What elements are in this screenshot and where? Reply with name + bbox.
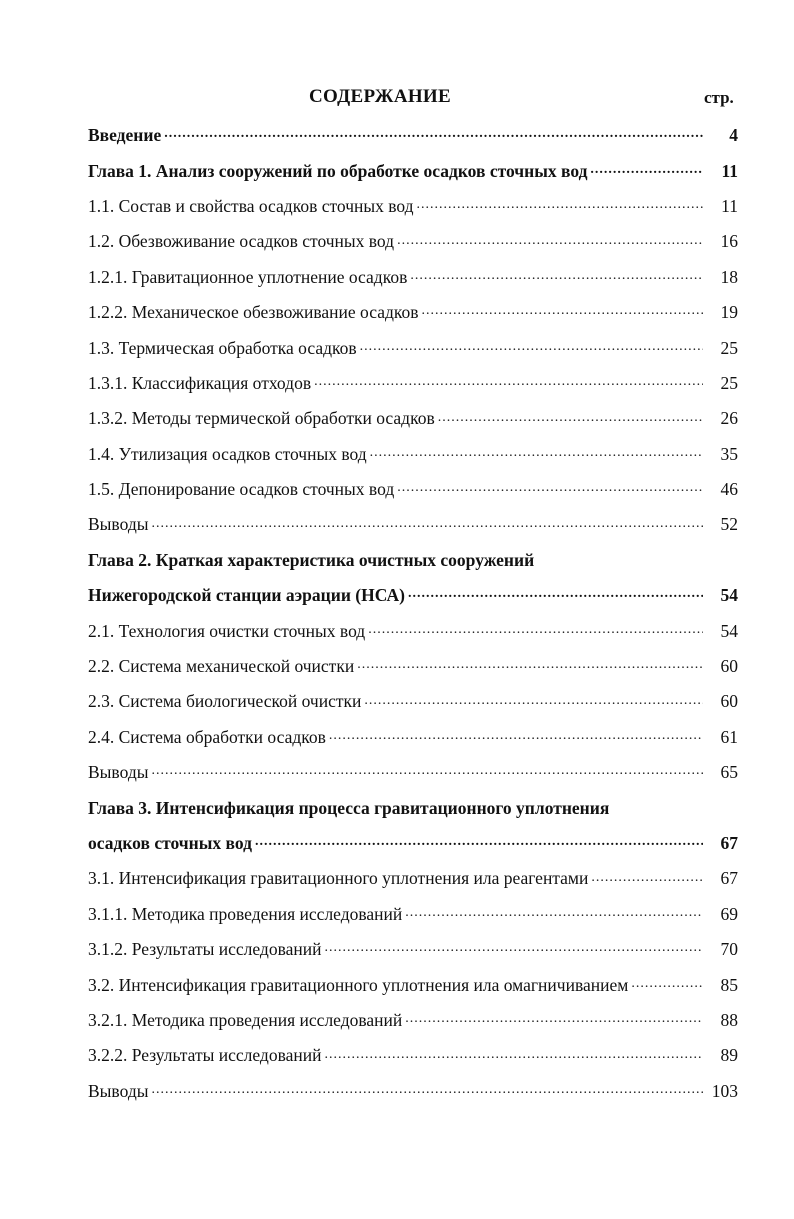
toc-entry-title: Выводы: [88, 514, 149, 535]
toc-entry-page: 69: [720, 903, 738, 924]
toc-entry-title: Выводы: [88, 762, 149, 783]
toc-entry-title: 1.3.1. Классификация отходов: [88, 372, 312, 393]
toc-entry-page: 16: [720, 231, 738, 252]
toc-entry-page: 60: [720, 656, 738, 677]
toc-entry-title: 2.2. Система механической очистки: [88, 656, 355, 677]
dot-leader: [364, 684, 703, 719]
toc-entry: [88, 826, 738, 861]
toc-entry-title: Глава 3. Интенсификация процесса гравитационного уплотнения: [88, 797, 610, 818]
toc-entry: [88, 684, 738, 719]
dot-leader: [370, 437, 703, 472]
toc-entry-title: 1.1. Состав и свойства осадков сточных вод: [88, 195, 414, 216]
dot-leader: [591, 861, 703, 896]
dot-leader: [408, 578, 703, 613]
dot-leader: [537, 543, 703, 578]
dot-leader: [360, 330, 703, 365]
dot-leader: [422, 295, 704, 330]
toc-entry-page: 88: [720, 1009, 738, 1030]
toc-entry-page: 11: [721, 160, 738, 181]
toc-entry-page: 103: [711, 1080, 738, 1101]
dot-leader: [151, 507, 703, 542]
toc-entry-title: Нижегородской станции аэрации (НСА): [88, 585, 405, 606]
toc-entry-title: 3.2.1. Методика проведения исследований: [88, 1009, 403, 1030]
toc-entry: [88, 366, 738, 401]
toc-entry-title: Выводы: [88, 1080, 149, 1101]
table-of-contents: [88, 118, 738, 1109]
toc-entry-title: 3.1.1. Методика проведения исследований: [88, 903, 403, 924]
toc-entry: [88, 295, 738, 330]
dot-leader: [329, 720, 703, 755]
dot-leader: [164, 118, 703, 153]
toc-entry: [88, 330, 738, 365]
toc-entry-page: 65: [720, 762, 738, 783]
toc-entry-title: Введение: [88, 125, 162, 146]
toc-entry-page: 85: [720, 974, 738, 995]
dot-leader: [324, 1038, 703, 1073]
toc-entry-title: 1.3. Термическая обработка осадков: [88, 337, 357, 358]
toc-entry: [88, 755, 738, 790]
toc-entry: [88, 118, 738, 153]
toc-entry-page: 19: [720, 302, 738, 323]
toc-entry: [88, 861, 738, 896]
toc-entry: [88, 260, 738, 295]
toc-entry-title: 3.2.2. Результаты исследований: [88, 1045, 322, 1066]
page-column-header: стр.: [704, 88, 734, 107]
toc-entry-page: 89: [720, 1045, 738, 1066]
dot-leader: [417, 189, 703, 224]
toc-entry: [88, 472, 738, 507]
toc-entry-page: 35: [720, 443, 738, 464]
toc-entry: [88, 401, 738, 436]
toc-entry-page: 46: [720, 479, 738, 500]
dot-leader: [151, 755, 703, 790]
toc-entry-page: 25: [720, 372, 738, 393]
toc-entry-title: Глава 2. Краткая характеристика очистных сооружений: [88, 549, 535, 570]
dot-leader: [397, 224, 703, 259]
dot-leader: [405, 897, 703, 932]
toc-entry: [88, 507, 738, 542]
toc-entry-title: 1.2.1. Гравитационное уплотнение осадков: [88, 266, 408, 287]
toc-entry-title: 2.3. Система биологической очистки: [88, 691, 362, 712]
toc-entry: [88, 1038, 738, 1073]
toc-entry-title: 3.1.2. Результаты исследований: [88, 939, 322, 960]
toc-entry: [88, 437, 738, 472]
dot-leader: [151, 1074, 703, 1109]
toc-entry-title: 2.1. Технология очистки сточных вод: [88, 620, 366, 641]
dot-leader: [397, 472, 703, 507]
toc-entry-title: 2.4. Система обработки осадков: [88, 726, 326, 747]
toc-entry-page: 26: [720, 408, 738, 429]
dot-leader: [612, 790, 703, 825]
toc-entry-page: 11: [721, 195, 738, 216]
toc-entry: [88, 1074, 738, 1109]
page-title: СОДЕРЖАНИЕ: [309, 86, 451, 107]
toc-entry-page: 67: [720, 833, 738, 853]
toc-entry-page: 18: [720, 266, 738, 287]
toc-entry-page: 61: [720, 726, 738, 747]
toc-entry: [88, 720, 738, 755]
toc-entry-title: 3.2. Интенсификация гравитационного уплотнения ила омагничиванием: [88, 974, 629, 995]
dot-leader: [314, 366, 703, 401]
toc-entry-title: 3.1. Интенсификация гравитационного уплотнения ила реагентами: [88, 868, 589, 889]
toc-entry-title: 1.2.2. Механическое обезвоживание осадков: [88, 302, 419, 323]
toc-entry-page: 67: [720, 868, 738, 889]
toc-entry-page: 4: [729, 125, 738, 146]
dot-leader: [631, 967, 703, 1002]
toc-entry: [88, 613, 738, 648]
toc-entry: [88, 649, 738, 684]
toc-entry-title: 1.2. Обезвоживание осадков сточных вод: [88, 231, 395, 252]
dot-leader: [590, 153, 703, 188]
toc-entry-page: 52: [720, 514, 738, 535]
toc-entry: [88, 790, 738, 825]
toc-entry: [88, 1003, 738, 1038]
dot-leader: [324, 932, 703, 967]
dot-leader: [368, 613, 703, 648]
dot-leader: [438, 401, 703, 436]
toc-entry: [88, 932, 738, 967]
toc-entry-title: Глава 1. Анализ сооружений по обработке осадков сточных вод: [88, 160, 588, 181]
toc-entry: [88, 967, 738, 1002]
toc-entry-page: 54: [720, 585, 738, 606]
dot-leader: [405, 1003, 703, 1038]
toc-entry-title: 1.3.2. Методы термической обработки осадков: [88, 408, 435, 429]
toc-entry-page: 70: [720, 939, 738, 960]
dot-leader: [357, 649, 703, 684]
toc-entry-title: 1.4. Утилизация осадков сточных вод: [88, 443, 367, 464]
toc-entry: [88, 189, 738, 224]
toc-entry: [88, 543, 738, 578]
dot-leader: [410, 260, 703, 295]
toc-entry: [88, 578, 738, 613]
toc-entry-page: 54: [720, 620, 738, 641]
toc-entry-title: 1.5. Депонирование осадков сточных вод: [88, 479, 395, 500]
toc-entry: [88, 153, 738, 188]
toc-entry: [88, 224, 738, 259]
toc-entry-page: 25: [720, 337, 738, 358]
toc-entry-title: осадков сточных вод: [88, 833, 252, 853]
toc-entry: [88, 897, 738, 932]
dot-leader: [255, 826, 703, 861]
toc-entry-page: 60: [720, 691, 738, 712]
